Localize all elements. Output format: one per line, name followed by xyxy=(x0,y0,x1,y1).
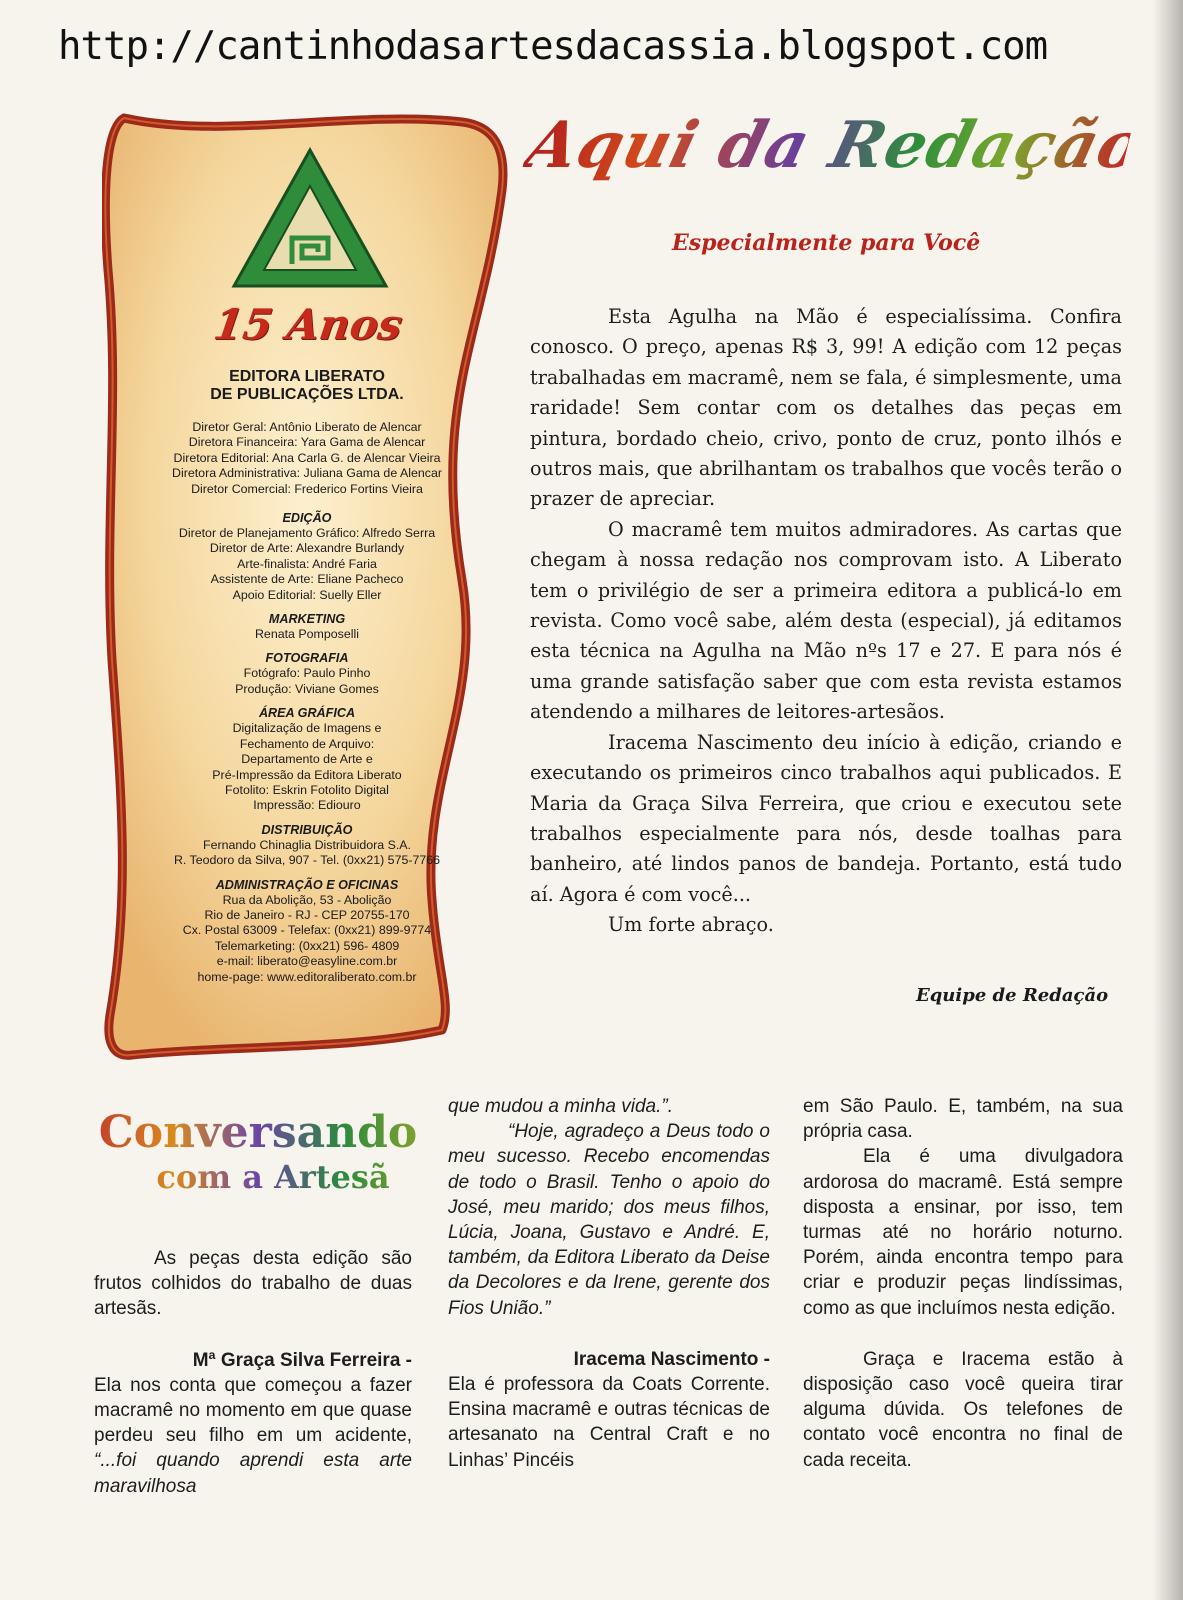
credit-line: Diretor de Planejamento Gráfico: Alfredo Serra xyxy=(178,526,436,541)
blog-url[interactable]: http://cantinhodasartesdacassia.blogspot.com xyxy=(58,24,1048,69)
direction-list xyxy=(122,420,492,497)
credit-line: Pré-Impressão da Editora Liberato xyxy=(212,767,402,782)
iracema-paragraph-2: Ela é uma divulgadora ardorosa do macramê. Está sempre disposta a ensinar, por isso, tem turmas até no horário noturno. Porém, ainda encontra tempo para criar e produzir peças lindíssimas, como as que incluímos nesta edição. xyxy=(803,1146,1123,1319)
credit-line: Renata Pomposelli xyxy=(254,627,359,642)
credit-line: Departamento de Arte e xyxy=(241,752,373,767)
article-column-3 xyxy=(803,1094,1123,1473)
company-name xyxy=(122,368,492,404)
section-title: EDIÇÃO xyxy=(282,511,332,526)
masthead-credits xyxy=(122,368,492,985)
section-title: FOTOGRAFIA xyxy=(265,651,349,666)
graca-quote: “...foi quando aprendi esta arte maravilhosa xyxy=(94,1450,412,1497)
graca-quote-continued: que mudou a minha vida.”. xyxy=(448,1096,673,1117)
editorial-paragraph: O macramê tem muitos admiradores. As cartas que chegam à nossa redação nos comprovam isto. A Liberato tem o privilégio de ser a primeira editora a publicá-lo em revista. Como você sabe, além desta (especial), já editamos esta técnica na Agulha na Mão nºs 17 e 27. E para nós é uma grande satisfação saber que com esta revista estamos atendendo a milhares de leitores-artesãos. xyxy=(530,517,1122,724)
editorial-paragraph: Iracema Nascimento deu início à edição, criando e executando os primeiros cinco trabalhos aqui publicados. E Maria da Graça Silva Ferreira, que criou e executou sete trabalhos especialmente para nós, desde toalhas para banheiro, até lindos panos de bandeja. Portanto, está tudo aí. Agora é com você... xyxy=(530,730,1122,906)
credit-line: Cx. Postal 63009 - Telefax: (0xx21) 899-9774 xyxy=(182,923,432,938)
anniversary-badge: 15 Anos xyxy=(210,300,406,349)
article-column-1 xyxy=(94,1246,412,1499)
closing-paragraph: Graça e Iracema estão à disposição caso você queira tirar alguma dúvida. Os telefones de contato você encontra no final de cada receita. xyxy=(803,1348,1123,1471)
email-line[interactable]: e-mail: liberato@easyline.com.br xyxy=(216,954,398,969)
credit-line: Diretor Comercial: Frederico Fortins Vieira xyxy=(191,481,423,496)
credit-line: Rua da Abolição, 53 - Abolição xyxy=(222,892,392,907)
conversando-title-line1: Conversando xyxy=(88,1108,428,1158)
section-title: ADMINISTRAÇÃO E OFICINAS xyxy=(215,877,399,892)
credit-line: Diretora Editorial: Ana Carla G. de Alencar Vieira xyxy=(173,450,441,465)
iracema-paragraph-continued: em São Paulo. E, também, na sua própria casa. xyxy=(803,1096,1123,1143)
conversando-title xyxy=(88,1108,428,1196)
credit-line: Fotolito: Eskrin Fotolito Digital xyxy=(225,782,389,797)
graca-paragraph xyxy=(94,1373,412,1499)
graca-text: Ela nos conta que começou a fazer macramê no momento em que quase perdeu seu filho em um acidente, xyxy=(94,1374,412,1447)
credit-line: Rio de Janeiro - RJ - CEP 20755-170 xyxy=(204,907,410,922)
editorial-body xyxy=(530,302,1122,941)
article-column-2 xyxy=(448,1094,770,1473)
credit-line: Fechamento de Arquivo: xyxy=(239,736,375,751)
conversando-title-line2: com a Artesã xyxy=(88,1158,428,1196)
credit-line: Telemarketing: (0xx21) 596- 4809 xyxy=(214,938,400,953)
company-name-line: EDITORA LIBERATO xyxy=(229,368,385,385)
editorial-paragraph: Esta Agulha na Mão é especialíssima. Confira conosco. O preço, apenas R$ 3, 99! A edição com 12 peças trabalhadas em macramê, nem se fala, é simplesmente, uma raridade! Sem contar com os detalhes das peças em pintura, bordado cheio, crivo, ponto de cruz, ponto ilhós e outros mais, que abrilhantam os trabalhos que vocês terão o prazer de apreciar. xyxy=(530,305,1122,511)
section-title: ÁREA GRÁFICA xyxy=(258,706,356,721)
credit-line: Apoio Editorial: Suelly Eller xyxy=(232,587,382,602)
homepage-line[interactable]: home-page: www.editoraliberato.com.br xyxy=(197,969,417,984)
graca-quote-paragraph: “Hoje, agradeço a Deus todo o meu sucesso. Recebo encomendas de todo o Brasil. Tenho o apoio do José, meu marido; dos meus filhos, Lúcia, Joana, Gustavo e André. E, também, da Editora Liberato da Deise da Decolores e da Irene, gerente dos Fios União.” xyxy=(448,1121,770,1319)
company-name-line: DE PUBLICAÇÕES LTDA. xyxy=(210,386,404,403)
credit-line: Digitalização de Imagens e xyxy=(232,721,382,736)
credit-line: Diretor Geral: Antônio Liberato de Alencar xyxy=(192,420,422,434)
section-title: MARKETING xyxy=(268,612,346,627)
credit-line: Diretora Financeira: Yara Gama de Alencar xyxy=(188,435,426,450)
credit-line: Diretora Administrativa: Juliana Gama de Alencar xyxy=(172,466,442,481)
editorial-signature: Equipe de Redação xyxy=(916,985,1109,1006)
editorial-paragraph: Um forte abraço. xyxy=(608,913,774,937)
liberato-logo-icon xyxy=(230,146,390,291)
credit-line: Arte-finalista: André Faria xyxy=(237,556,377,571)
graca-name: Mª Graça Silva Ferreira - xyxy=(192,1349,412,1371)
section-title: DISTRIBUIÇÃO xyxy=(261,822,353,837)
editorial-title: Aqui da Redação xyxy=(515,108,1137,198)
credit-line: Produção: Viviane Gomes xyxy=(235,681,379,696)
editorial-subtitle: Especialmente para Você xyxy=(672,230,981,256)
masthead-panel xyxy=(102,100,512,1070)
intro-paragraph: As peças desta edição são frutos colhidos do trabalho de duas artesãs. xyxy=(94,1248,412,1320)
credit-line: Fernando Chinaglia Distribuidora S.A. xyxy=(203,837,411,852)
iracema-name: Iracema Nascimento - xyxy=(573,1348,770,1370)
credit-line: Diretor de Arte: Alexandre Burlandy xyxy=(209,541,405,556)
page-edge-shadow xyxy=(1153,0,1183,1600)
iracema-paragraph: Ela é professora da Coats Corrente. Ensina macramê e outras técnicas de artesanato na Central Craft e no Linhas’ Pincéis xyxy=(448,1374,770,1471)
credit-line: Fotógrafo: Paulo Pinho xyxy=(243,666,371,681)
credit-line: R. Teodoro da Silva, 907 - Tel. (0xx21) 575-7766 xyxy=(173,853,441,868)
credit-line: Assistente de Arte: Eliane Pacheco xyxy=(210,572,404,587)
credit-line: Impressão: Ediouro xyxy=(253,798,361,813)
